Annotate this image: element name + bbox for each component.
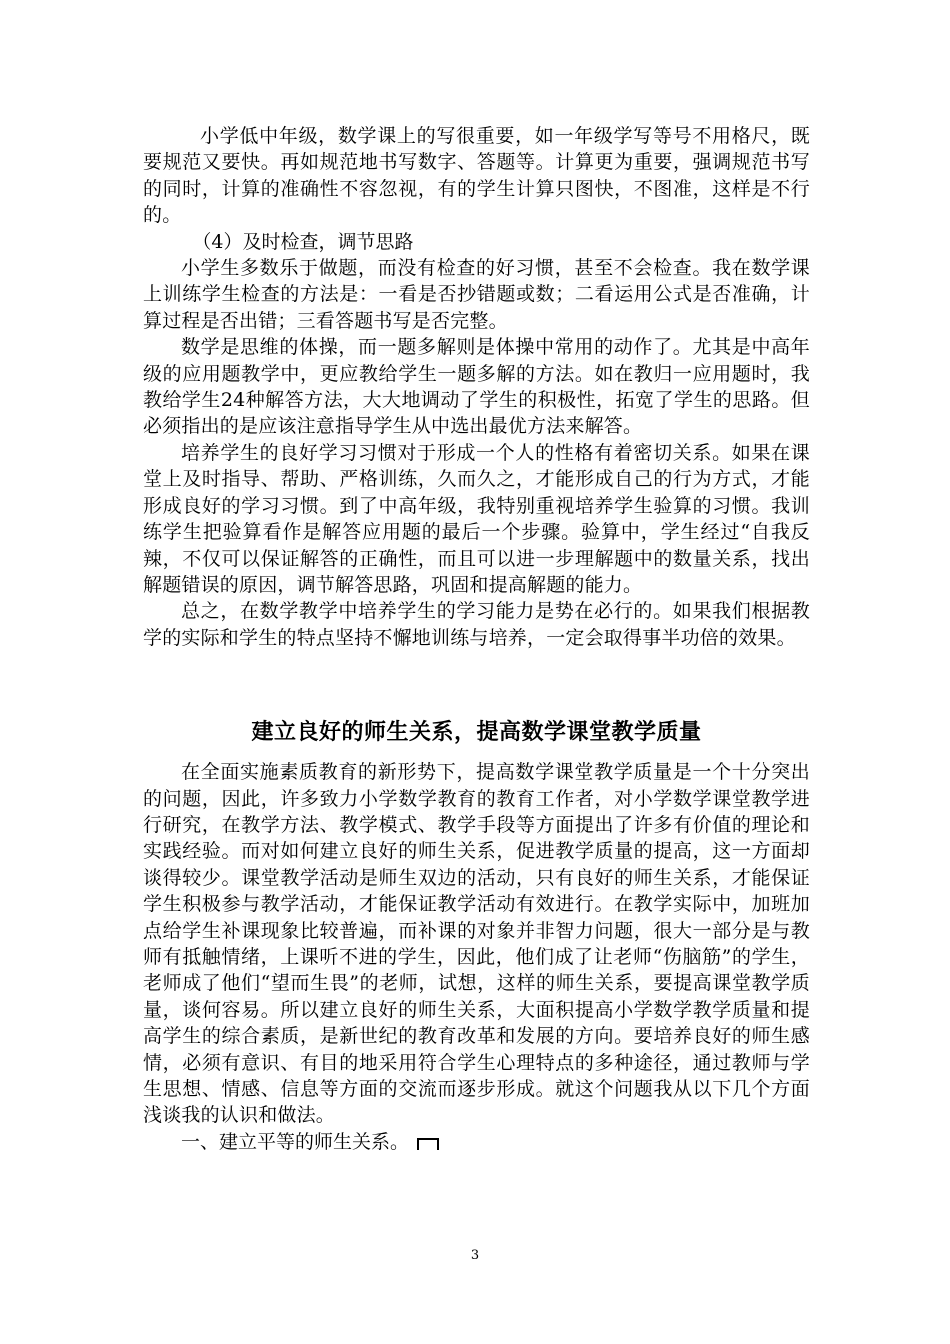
article-title: 建立良好的师生关系，提高数学课堂教学质量 [251, 719, 702, 746]
paragraph-conclusion: 总之，在数学教学中培养学生的学习能力是势在必行的。如果我们根据教学的实际和学生的特点坚持不懈地训练与培养，一定会取得事半功倍的效果。 [143, 600, 810, 649]
page-number: 3 [470, 1248, 480, 1263]
section-heading: 一、建立平等的师生关系。 [181, 1130, 410, 1153]
page-content [143, 123, 810, 1155]
paragraph-writing-practice: 小学低中年级，数学课上的写很重要，如一年级学写等号不用格尺，既要规范又要快。再如规范地书写数字、答题等。计算更为重要，强调规范书写的同时，计算的准确性不容忽视，有的学生计算只图快，不图准，这样是不行的。 [143, 125, 810, 227]
paragraph-check-method: 小学生多数乐于做题，而没有检查的好习惯，甚至不会检查。我在数学课上训练学生检查的方法是：一看是否抄错题或数；二看运用公式是否准确，计算过程是否出错；三看答题书写是否完整。 [143, 257, 810, 332]
cursor-mark-icon [417, 1138, 439, 1150]
article-title-wrapper [143, 717, 810, 747]
subheading-check: （4）及时检查，调节思路 [192, 230, 414, 253]
section-heading-line [143, 1129, 810, 1155]
paragraph-multiple-solutions: 数学是思维的体操，而一题多解则是体操中常用的动作了。尤其是中高年级的应用题教学中，更应教给学生一题多解的方法。如在教归一应用题时，我教给学生24种解答方法，大大地调动了学生的积极性，拓宽了学生的思路。但必须指出的是应该注意指导学生从中选出最优方法来解答。 [143, 336, 810, 438]
paragraph-good-habits: 培养学生的良好学习习惯对于形成一个人的性格有着密切关系。如果在课堂上及时指导、帮助、严格训练，久而久之，才能形成自己的行为方式，才能形成良好的学习习惯。到了中高年级，我特别重视培养学生验算的习惯。我训练学生把验算看作是解答应用题的最后一个步骤。验算中，学生经过“自我反辣，不仅可以保证解答的正确性，而且可以进一步理解题中的数量关系，找出解题错误的原因，调节解答思路，巩固和提高解题的能力。 [143, 441, 810, 596]
article-body-paragraph: 在全面实施素质教育的新形势下，提高数学课堂教学质量是一个十分突出的问题，因此，许多致力小学数学教育的教育工作者，对小学数学课堂教学进行研究，在教学方法、教学模式、教学手段等方面提出了许多有价值的理论和实践经验。而对如何建立良好的师生关系，促进教学质量的提高，这一方面却谈得较少。课堂教学活动是师生双边的活动，只有良好的师生关系，才能保证学生积极参与教学活动，才能保证教学活动有效进行。在教学实际中，加班加点给学生补课现象比较普遍，而补课的对象并非智力问题，很大一部分是与教师有抵触情绪，上课听不进的学生，因此，他们成了让老师“伤脑筋”的学生，老师成了他们“望而生畏”的老师，试想，这样的师生关系，要提高课堂教学质量，谈何容易。所以建立良好的师生关系，大面积提高小学数学教学质量和提高学生的综合素质，是新世纪的教育改革和发展的方向。要培养良好的师生感情，必须有意识、有目的地采用符合学生心理特点的多种途径，通过教师与学生思想、情感、信息等方面的交流而逐步形成。就这个问题我从以下几个方面浅谈我的认识和做法。 [143, 761, 810, 1127]
section-gap [143, 651, 810, 717]
